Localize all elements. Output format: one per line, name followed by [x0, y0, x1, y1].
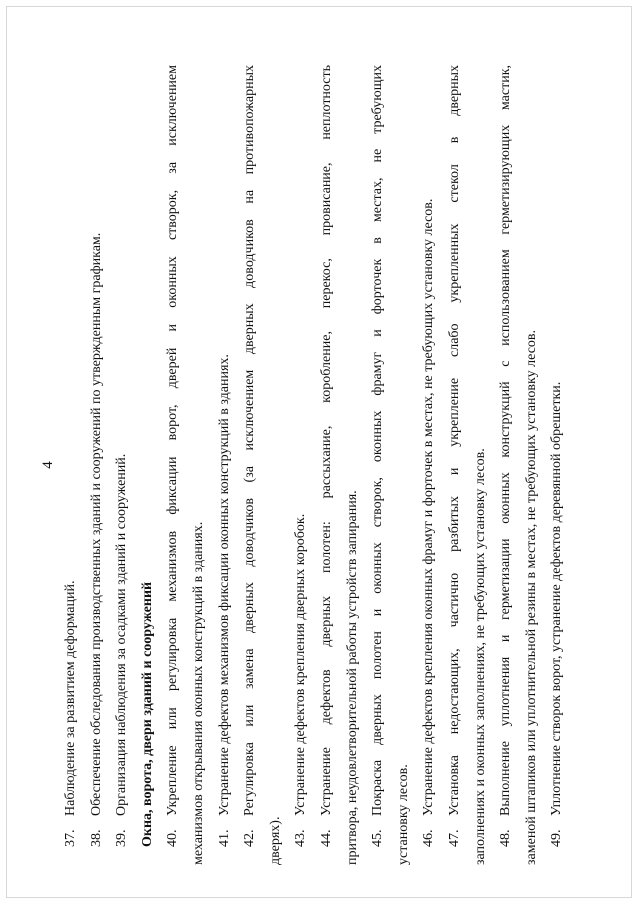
text-line: [263, 65, 289, 865]
item-number: 49.: [549, 829, 565, 847]
item-number: 38.: [88, 829, 104, 847]
text-line: [416, 65, 442, 865]
line-text: Организация наблюдения за осадками зданий и сооружений.: [114, 453, 130, 816]
line-text: заполнениях и оконных заполнениях, не требующих установку лесов.: [472, 448, 488, 865]
rotated-page: [40, 65, 600, 865]
text-line: [237, 65, 263, 865]
item-number: 43.: [293, 829, 309, 847]
text-line: [186, 65, 212, 865]
line-text: Устранение дефектов крепления дверных коробок.: [293, 513, 309, 816]
text-line: [84, 65, 110, 865]
text-line: [314, 65, 340, 865]
document-body: [58, 65, 570, 865]
item-number: 45.: [370, 829, 386, 847]
item-number: 40.: [165, 829, 181, 847]
line-text: установку лесов.: [395, 764, 411, 865]
text-line: [58, 65, 84, 865]
text-line: [468, 65, 494, 865]
line-text: Устранение дефектов дверных полотен: рассыхание, коробление, перекос, провисание, неплотность: [318, 65, 334, 816]
text-line: [519, 65, 545, 865]
section-heading: [135, 65, 161, 865]
text-line: [340, 65, 366, 865]
item-number: 46.: [421, 829, 437, 847]
line-text: Устранение дефектов механизмов фиксации оконных конструкций в зданиях.: [216, 354, 232, 816]
line-text: притвора, неудовлетворительной работы устройств запирания.: [344, 490, 360, 865]
line-text: Укрепление или регулировка механизмов фиксации ворот, дверей и оконных створок, за исключением: [165, 65, 181, 816]
item-number: 39.: [114, 829, 130, 847]
line-text: дверях).: [267, 816, 283, 865]
item-number: 48.: [498, 829, 514, 847]
item-number: 42.: [242, 829, 258, 847]
item-number: 37.: [63, 829, 78, 847]
line-text: Устранение дефектов крепления оконных фрамуг и форточек в местах, не требующих установку лесов.: [421, 198, 437, 816]
line-text: Обеспечение обследования производственных зданий и сооружений по утвержденным графикам.: [88, 232, 104, 816]
text-line: [365, 65, 391, 865]
item-number: 44.: [318, 829, 334, 847]
line-text: Установка недостающих, частично разбитых и укрепление слабо укрепленных стекол в дверных: [446, 65, 462, 816]
line-text: Окна, ворота, двери зданий и сооружений: [139, 581, 155, 847]
line-text: механизмов открывания оконных конструкций в зданиях.: [190, 521, 206, 865]
text-line: [442, 65, 468, 865]
line-text: Уплотнение створок ворот, устранение дефектов деревянной обрешетки.: [549, 381, 565, 816]
line-text: Наблюдение за развитием деформаций.: [63, 580, 78, 816]
text-line: [493, 65, 519, 865]
text-line: [109, 65, 135, 865]
item-number: 47.: [446, 829, 462, 847]
text-line: [391, 65, 417, 865]
line-text: заменой штапиков или уплотнительной резины в местах, не требующих установку лесов.: [523, 329, 539, 865]
line-text: Регулировка или замена дверных доводчиков (за исключением дверных доводчиков на противопожарных: [242, 65, 258, 816]
text-line: [160, 65, 186, 865]
text-line: [212, 65, 238, 865]
item-number: 41.: [216, 829, 232, 847]
line-text: Выполнение уплотнения и герметизации оконных конструкций с использованием герметизирующих мастик,: [498, 65, 514, 816]
line-text: Покраска дверных полотен и оконных створок, оконных фрамуг и форточек в местах, не требующих: [370, 65, 386, 816]
page-number: 4: [40, 461, 56, 469]
text-line: [288, 65, 314, 865]
text-line: [544, 65, 570, 865]
